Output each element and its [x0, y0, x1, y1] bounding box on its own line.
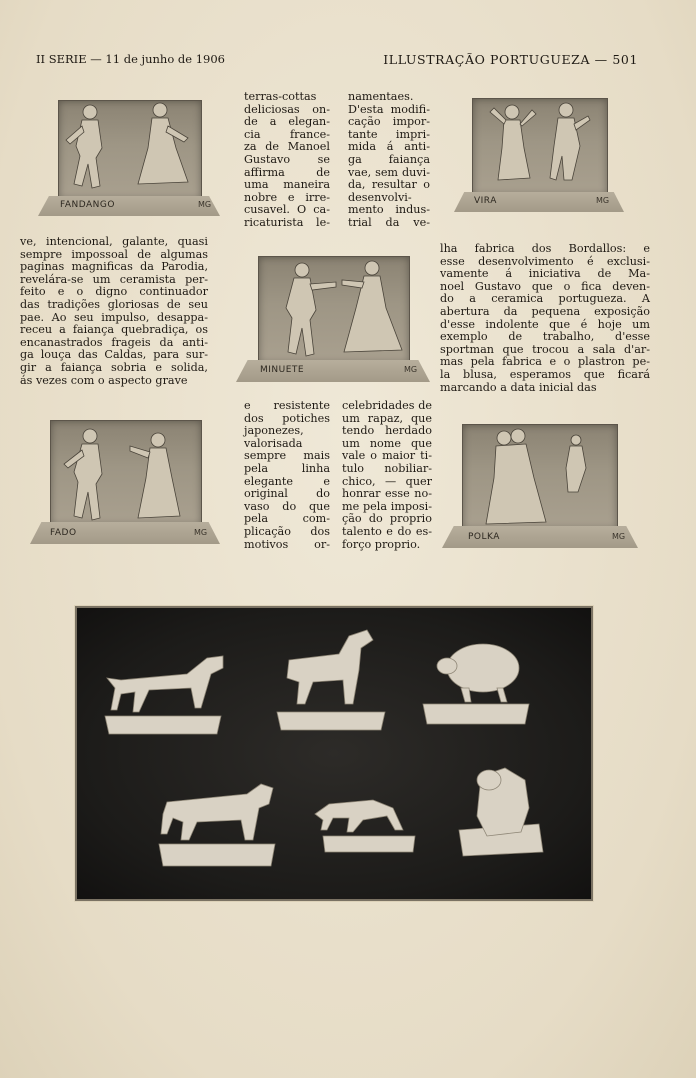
text-line: ga louça das Caldas, para sur- — [20, 348, 208, 362]
plate-monogram: MG — [198, 200, 212, 209]
text-line: do a ceramica portugueza. A — [440, 292, 650, 306]
text-line: um nome que — [342, 436, 432, 450]
text-line: terras-cottas — [244, 90, 317, 103]
relief-plate-fado — [30, 418, 220, 546]
text-line: honrar esse no- — [342, 487, 432, 501]
text-line: esse desenvolvimento é exclusi- — [440, 254, 650, 268]
text-line: exemplo de trabalho, d'esse — [440, 330, 650, 344]
text-line: pae. Ao seu impulso, desappa- — [20, 310, 208, 324]
plate-monogram: MG — [612, 532, 626, 541]
text-line: dos potiches — [244, 411, 330, 425]
plate-label: FADO — [50, 528, 77, 538]
text-line: valorisada — [244, 436, 303, 450]
text-line: ve, intencional, galante, quasi — [20, 235, 208, 248]
text-line: lha fabrica dos Bordallos: e — [440, 242, 650, 255]
text-line: tulo nobiliar- — [342, 461, 432, 475]
journal-title-page-number: ILLUSTRAÇÃO PORTUGUEZA — 501 — [383, 52, 638, 67]
text-line: cusavel. O ca- — [244, 203, 330, 217]
text-line: za de Manoel — [244, 140, 330, 154]
text-line: abertura da pequena exposição — [440, 304, 650, 318]
text-line: sportman que trocou a sala d'ar- — [440, 342, 650, 356]
pig-figurine-icon — [459, 768, 543, 856]
text-line: trial da ve- — [348, 215, 430, 229]
column-right-top — [440, 243, 650, 394]
plate-monogram: MG — [194, 528, 208, 537]
relief-plate-vira — [454, 96, 624, 214]
text-line: d'esse indolente que é hoje um — [440, 317, 650, 331]
text-line: feito e o digno continuador — [20, 285, 208, 299]
text-line: vae, sem duvi- — [348, 165, 430, 179]
text-line: japonezes, — [244, 424, 304, 438]
text-line: motivos or- — [244, 537, 330, 551]
text-line: desenvolvi- — [348, 190, 412, 204]
text-line: uma maneira — [244, 178, 330, 192]
column-mid2-bottom — [342, 400, 432, 551]
text-line: mida á anti- — [348, 140, 430, 154]
figurines-photograph — [75, 606, 593, 901]
text-line: ás vezes com o aspecto grave — [20, 373, 188, 387]
text-line: pela com- — [244, 512, 330, 526]
plate-monogram: MG — [404, 365, 418, 374]
plate-label: VIRA — [474, 196, 497, 206]
text-line: vaso do que — [244, 499, 330, 513]
bull-figurine-icon — [159, 784, 275, 866]
text-line: talento e do es- — [342, 524, 432, 538]
text-line: la blusa, esperamos que ficará — [440, 367, 650, 381]
text-line: celebridades de — [342, 399, 432, 412]
text-line: tendo herdado — [342, 424, 432, 438]
text-line: gir a faiança sobria e solida, — [20, 360, 208, 374]
text-line: noel Gustavo que o fica deven- — [440, 279, 650, 293]
sheep-figurine-icon — [423, 644, 529, 724]
text-line: Gustavo se — [244, 152, 330, 166]
relief-plate-minuete — [236, 254, 430, 384]
text-line: mas pela fabrica e o plastron pe- — [440, 355, 650, 369]
wolf-figurine-icon — [315, 800, 415, 852]
text-line: encanastrados frageis da anti- — [20, 335, 208, 349]
text-line: cação impor- — [348, 115, 430, 129]
plate-monogram: MG — [596, 196, 610, 205]
text-line: mento indus- — [348, 203, 430, 217]
text-line: e resistente — [244, 399, 330, 412]
text-line: D'esta modifi- — [348, 102, 430, 116]
dancing-couple-relief-icon — [38, 98, 220, 216]
text-line: sempre impossoal de algumas — [20, 247, 208, 261]
dancing-couple-relief-icon — [236, 254, 430, 382]
text-line: original do — [244, 487, 330, 501]
text-line: paginas magnificas da Parodia, — [20, 260, 208, 274]
text-line: forço proprio. — [342, 537, 421, 551]
text-line: namentaes. — [348, 90, 414, 103]
text-line: pela linha — [244, 461, 330, 475]
column-mid1-top — [244, 91, 330, 230]
text-line: revelára-se um ceramista per- — [20, 272, 208, 286]
text-line: me pela imposi- — [342, 499, 432, 513]
dog-figurine-icon — [105, 656, 223, 734]
text-line: marcando a data inicial das — [440, 380, 597, 394]
text-line: affirma de — [244, 165, 330, 179]
text-line: vale o maior ti- — [342, 449, 432, 463]
column-mid1-bottom — [244, 400, 330, 551]
relief-plate-polka — [442, 422, 638, 550]
dancing-couple-relief-icon — [30, 418, 220, 544]
column-mid2-top — [348, 91, 430, 230]
text-line: elegante e — [244, 474, 330, 488]
text-line: de a elegan- — [244, 115, 330, 129]
text-line: deliciosas on- — [244, 102, 330, 116]
text-line: um rapaz, que — [342, 411, 432, 425]
relief-plate-fandango — [38, 98, 220, 218]
text-line: ricaturista le- — [244, 215, 330, 229]
text-line: plicação dos — [244, 524, 330, 538]
plate-label: POLKA — [468, 532, 500, 542]
text-line: receu a faiança quebradiça, os — [20, 323, 208, 337]
column-left-top — [20, 236, 208, 387]
text-line: vamente á iniciativa de Ma- — [440, 267, 650, 281]
plate-label: MINUETE — [260, 365, 305, 375]
plate-label: FANDANGO — [60, 200, 115, 210]
page-header — [36, 52, 638, 68]
text-line: ga faiança — [348, 152, 430, 166]
text-line: da, resultar o — [348, 178, 430, 192]
text-line: cia france- — [244, 127, 330, 141]
text-line: das tradições gloriosas de seu — [20, 297, 208, 311]
dancing-couple-relief-icon — [442, 422, 638, 548]
text-line: sempre mais — [244, 449, 330, 463]
issue-date: II SERIE — 11 de junho de 1906 — [36, 52, 225, 66]
text-line: chico, — quer — [342, 474, 432, 488]
text-line: ção do proprio — [342, 512, 432, 526]
goat-figurine-icon — [277, 630, 385, 730]
dancing-couple-relief-icon — [454, 96, 624, 212]
text-line: nobre e irre- — [244, 190, 330, 204]
text-line: tante impri- — [348, 127, 430, 141]
